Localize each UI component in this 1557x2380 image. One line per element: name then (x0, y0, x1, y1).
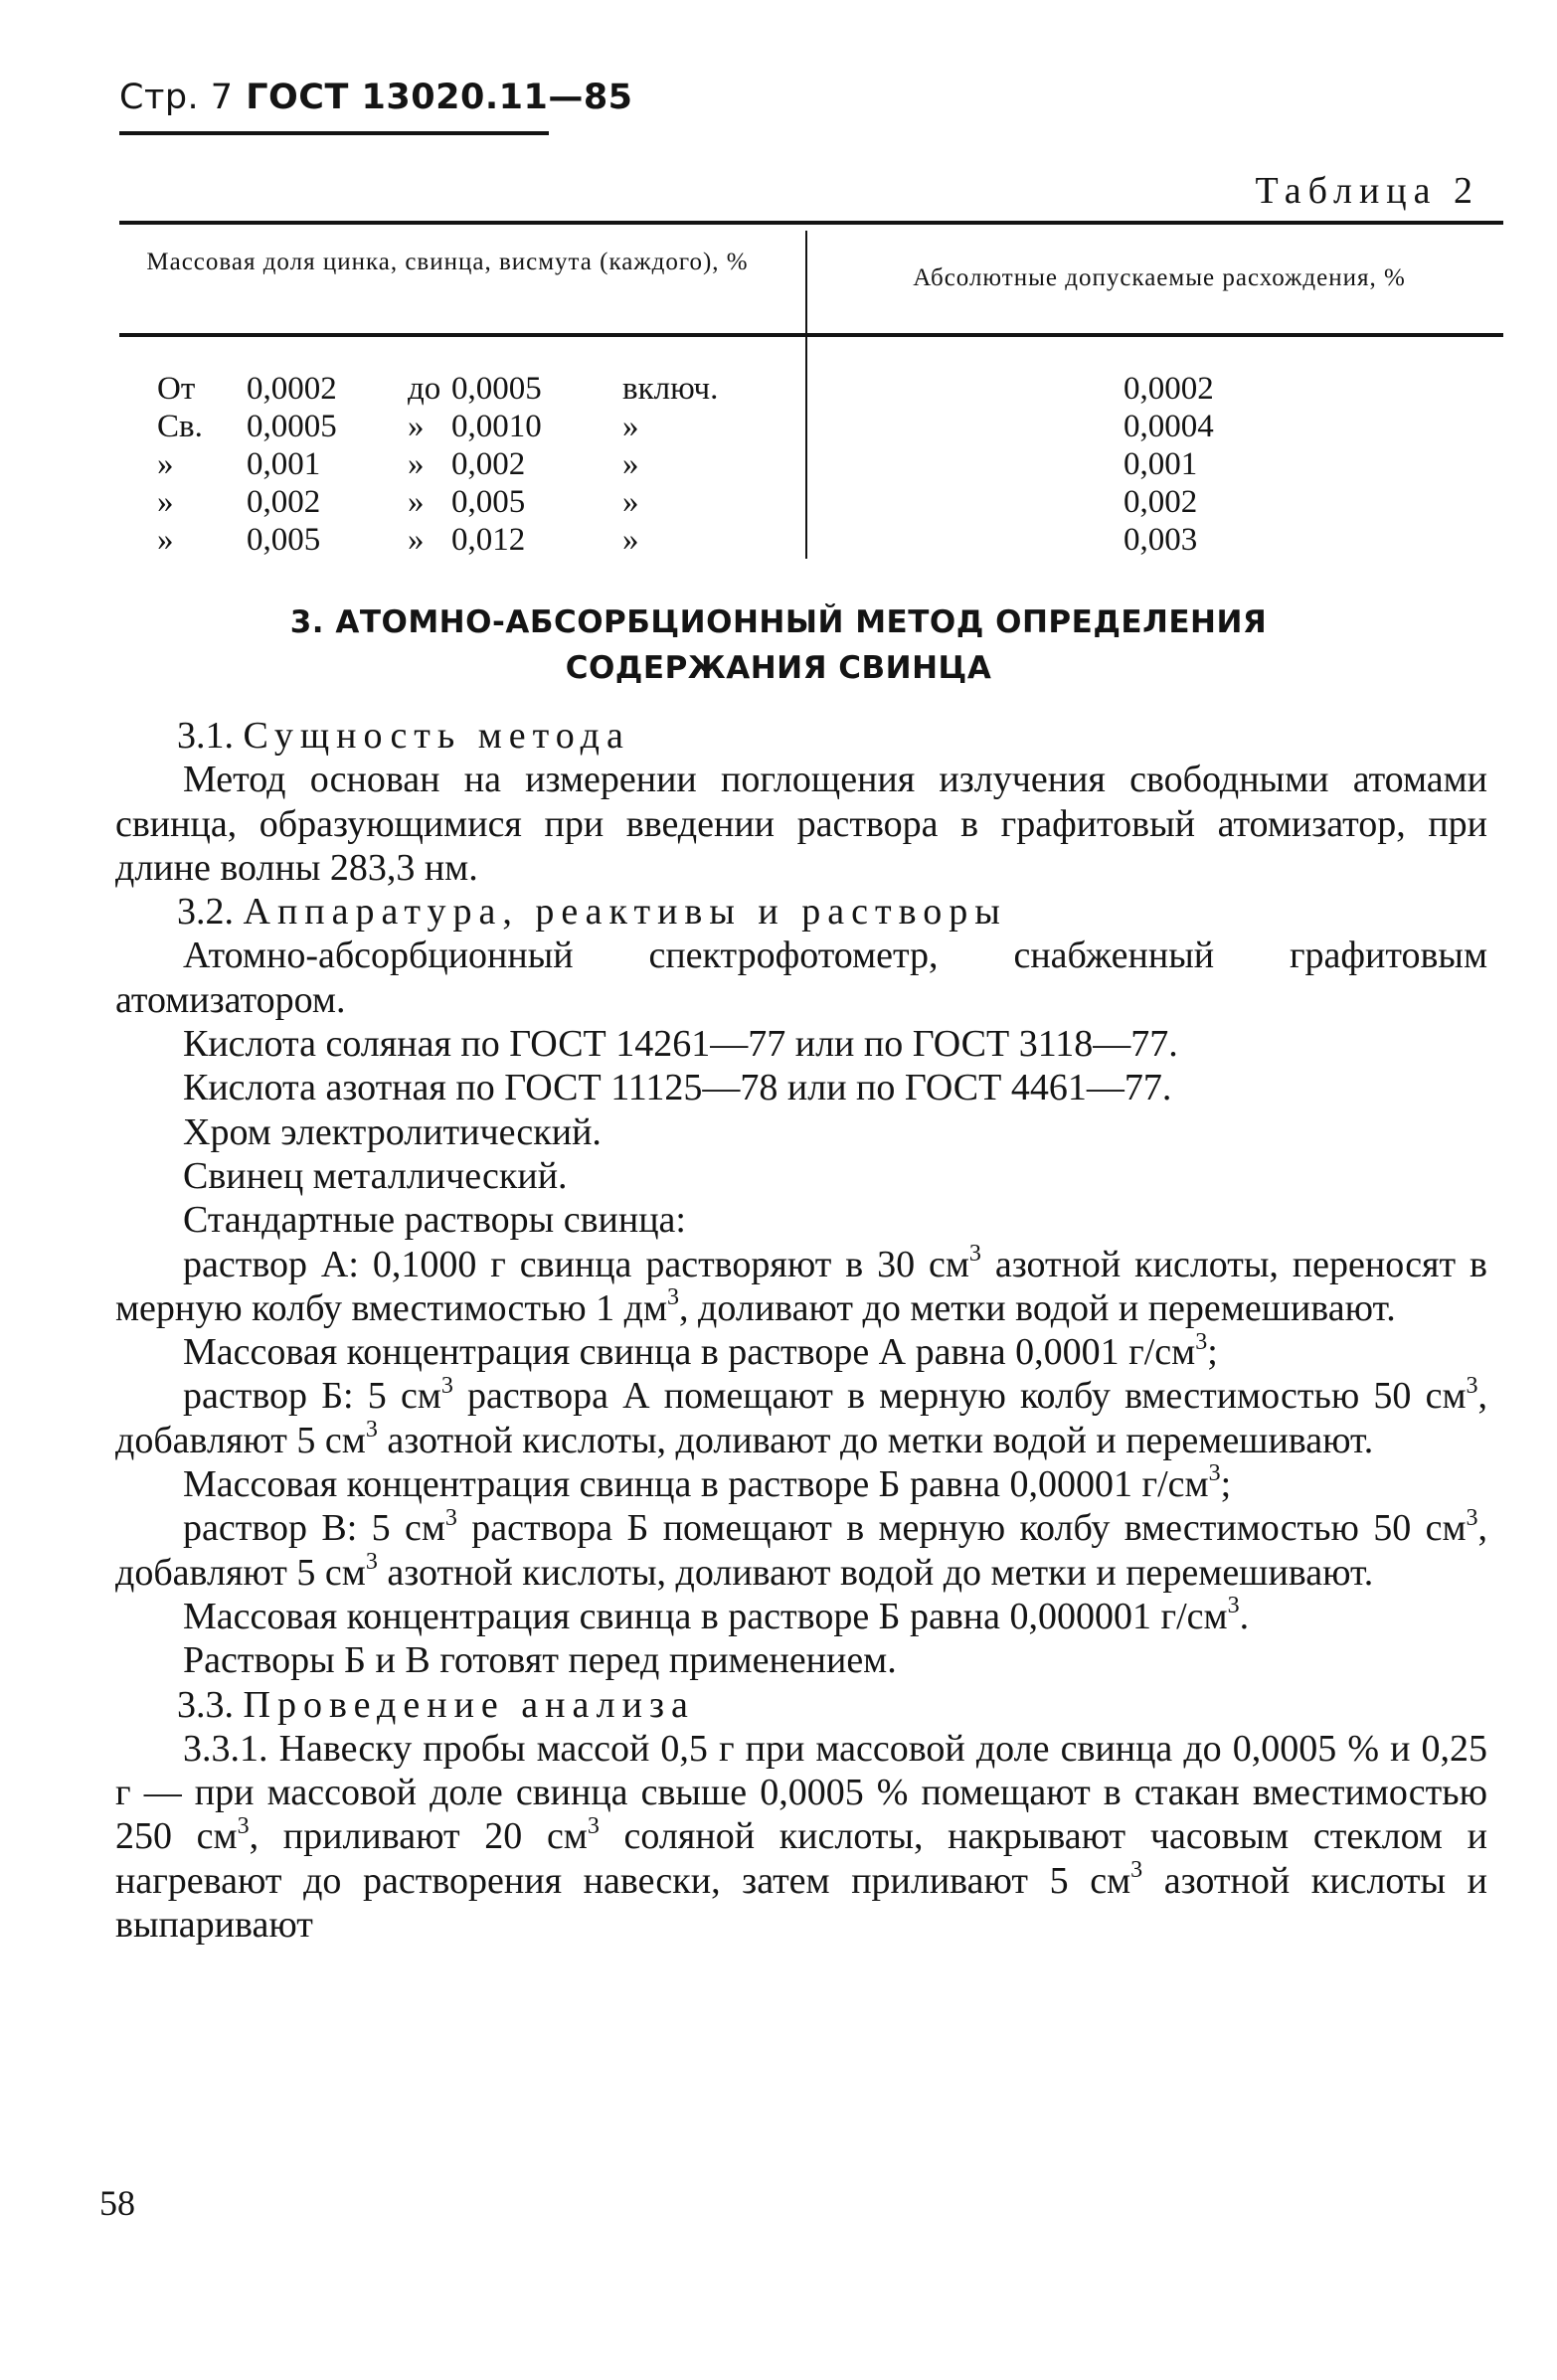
table-caption: Таблица 2 (1255, 170, 1479, 212)
row-from: 0,0002 (247, 371, 337, 407)
heading-3-2-number: 3.2. (177, 891, 234, 934)
row-to: 0,0005 (451, 371, 542, 407)
heading-3-2-title: Аппаратура, реактивы и растворы (243, 891, 1007, 934)
row-value: 0,002 (1124, 484, 1198, 520)
column-divider (805, 231, 807, 559)
heading-3-1-title: Сущность метода (243, 715, 630, 757)
table-top-rule (119, 221, 1503, 225)
row-prefix: » (157, 522, 174, 558)
row-to: 0,0010 (451, 409, 542, 444)
table-header-rule (119, 333, 1503, 337)
paragraph-concentration-v: Массовая концентрация свинца в растворе Б равна 0,000001 $г/см^3$. (183, 1593, 1250, 1637)
row-from: 0,005 (247, 522, 321, 558)
paragraph-solution-a: раствор А: 0,1000 г свинца растворяют в 30 $см^3$ азотной кислоты, переносят в мерную колбу вместимостью 1 $дм^3$, доливают до метки водой и перемешивают. (115, 1240, 1487, 1329)
row-from: 0,002 (247, 484, 321, 520)
row-suffix: » (622, 484, 639, 520)
heading-3-1 (115, 714, 1487, 758)
heading-3-3-title: Проведение анализа (243, 1683, 695, 1726)
paragraph-solution-b: раствор Б: 5 $см^3$ раствора А помещают в мерную колбу вместимостью 50 $см^3$, добавляют 5 $см^3$ азотной кислоты, доливают до метки водой и перемешивают. (115, 1372, 1487, 1461)
paragraph-solution-v: раствор В: 5 $см^3$ раствора Б помещают в мерную колбу вместимостью 50 $см^3$, добавляют 5 $см^3$ азотной кислоты, доливают водой до метки и перемешивают. (115, 1504, 1488, 1594)
paragraph-3-3-1: 3.3.1. Навеску пробы массой 0,5 г при массовой доле свинца до 0,0005 % и 0,25 г — при массовой доле свинца свыше 0,0005 % помещают в стакан вместимостью 250 $см^3$, приливают 20 $см^3$ соляной кислоты, накрывают часовым стеклом и нагревают до растворения навески, затем приливают 5 $см^3$ азотной кислоты и выпаривают (115, 1727, 1488, 1947)
paragraph: Кислота соляная по ГОСТ 14261—77 или по ГОСТ 3118—77. (183, 1023, 1178, 1066)
paragraph: Хром электролитический. (183, 1110, 602, 1153)
row-value: 0,0004 (1124, 409, 1214, 444)
standard-number: ГОСТ 13020.11—85 (246, 78, 633, 117)
paragraph: Кислота азотная по ГОСТ 11125—78 или по ГОСТ 4461—77. (183, 1067, 1172, 1109)
page-header (119, 78, 633, 117)
paragraph: Атомно-абсорбционный спектрофотометр, снабженный графитовым атомизатором. (115, 935, 1487, 1021)
row-from: 0,0005 (247, 409, 337, 444)
paragraph-concentration-a: Массовая концентрация свинца в растворе А равна 0,0001 $г/см^3$; (183, 1328, 1218, 1374)
row-to: 0,005 (451, 484, 526, 520)
header-mass-fraction: Массовая доля цинка, свинца, висмута (каждого), % (146, 249, 749, 275)
row-to-word: до (408, 371, 441, 407)
row-to-word: » (408, 446, 425, 482)
row-to: 0,012 (451, 522, 526, 558)
row-suffix: включ. (622, 371, 719, 407)
row-prefix: » (157, 446, 174, 482)
header-tolerance: Абсолютные допускаемые расхождения, % (913, 264, 1406, 291)
heading-3-1-number: 3.1. (177, 715, 234, 757)
row-value: 0,003 (1124, 522, 1198, 558)
section-title-line-1: 3. АТОМНО-АБСОРБЦИОННЫЙ МЕТОД ОПРЕДЕЛЕНИЯ (289, 604, 1268, 640)
heading-3-3-number: 3.3. (177, 1683, 234, 1726)
paragraph: Растворы Б и В готовят перед применением. (183, 1639, 897, 1682)
paragraph: Стандартные растворы свинца: (183, 1199, 686, 1242)
row-value: 0,0002 (1124, 371, 1214, 407)
section-title-line-2: СОДЕРЖАНИЯ СВИНЦА (565, 650, 992, 686)
row-to-word: » (408, 484, 425, 520)
row-suffix: » (622, 446, 639, 482)
row-from: 0,001 (247, 446, 321, 482)
heading-3-2 (115, 890, 1487, 934)
row-to: 0,002 (451, 446, 526, 482)
paragraph-concentration-b: Массовая концентрация свинца в растворе Б равна 0,00001 $г/см^3$; (183, 1460, 1232, 1506)
row-prefix: » (157, 484, 174, 520)
row-value: 0,001 (1124, 446, 1198, 482)
row-prefix: От (157, 371, 196, 407)
paragraph: Свинец металлический. (183, 1154, 568, 1197)
page-number: 58 (99, 2183, 135, 2223)
row-to-word: » (408, 522, 425, 558)
body-text (115, 714, 1487, 1947)
page-label: Стр. 7 (119, 78, 234, 117)
row-prefix: Св. (157, 409, 203, 444)
row-suffix: » (622, 409, 639, 444)
paragraph: Метод основан на измерении поглощения излучения свободными атомами свинца, образующимися при введении раствора в графитовый атомизатор, при длине волны 283,3 нм. (115, 759, 1487, 889)
row-suffix: » (622, 522, 639, 558)
header-rule (119, 131, 549, 135)
row-to-word: » (408, 409, 425, 444)
heading-3-3 (115, 1683, 1487, 1727)
